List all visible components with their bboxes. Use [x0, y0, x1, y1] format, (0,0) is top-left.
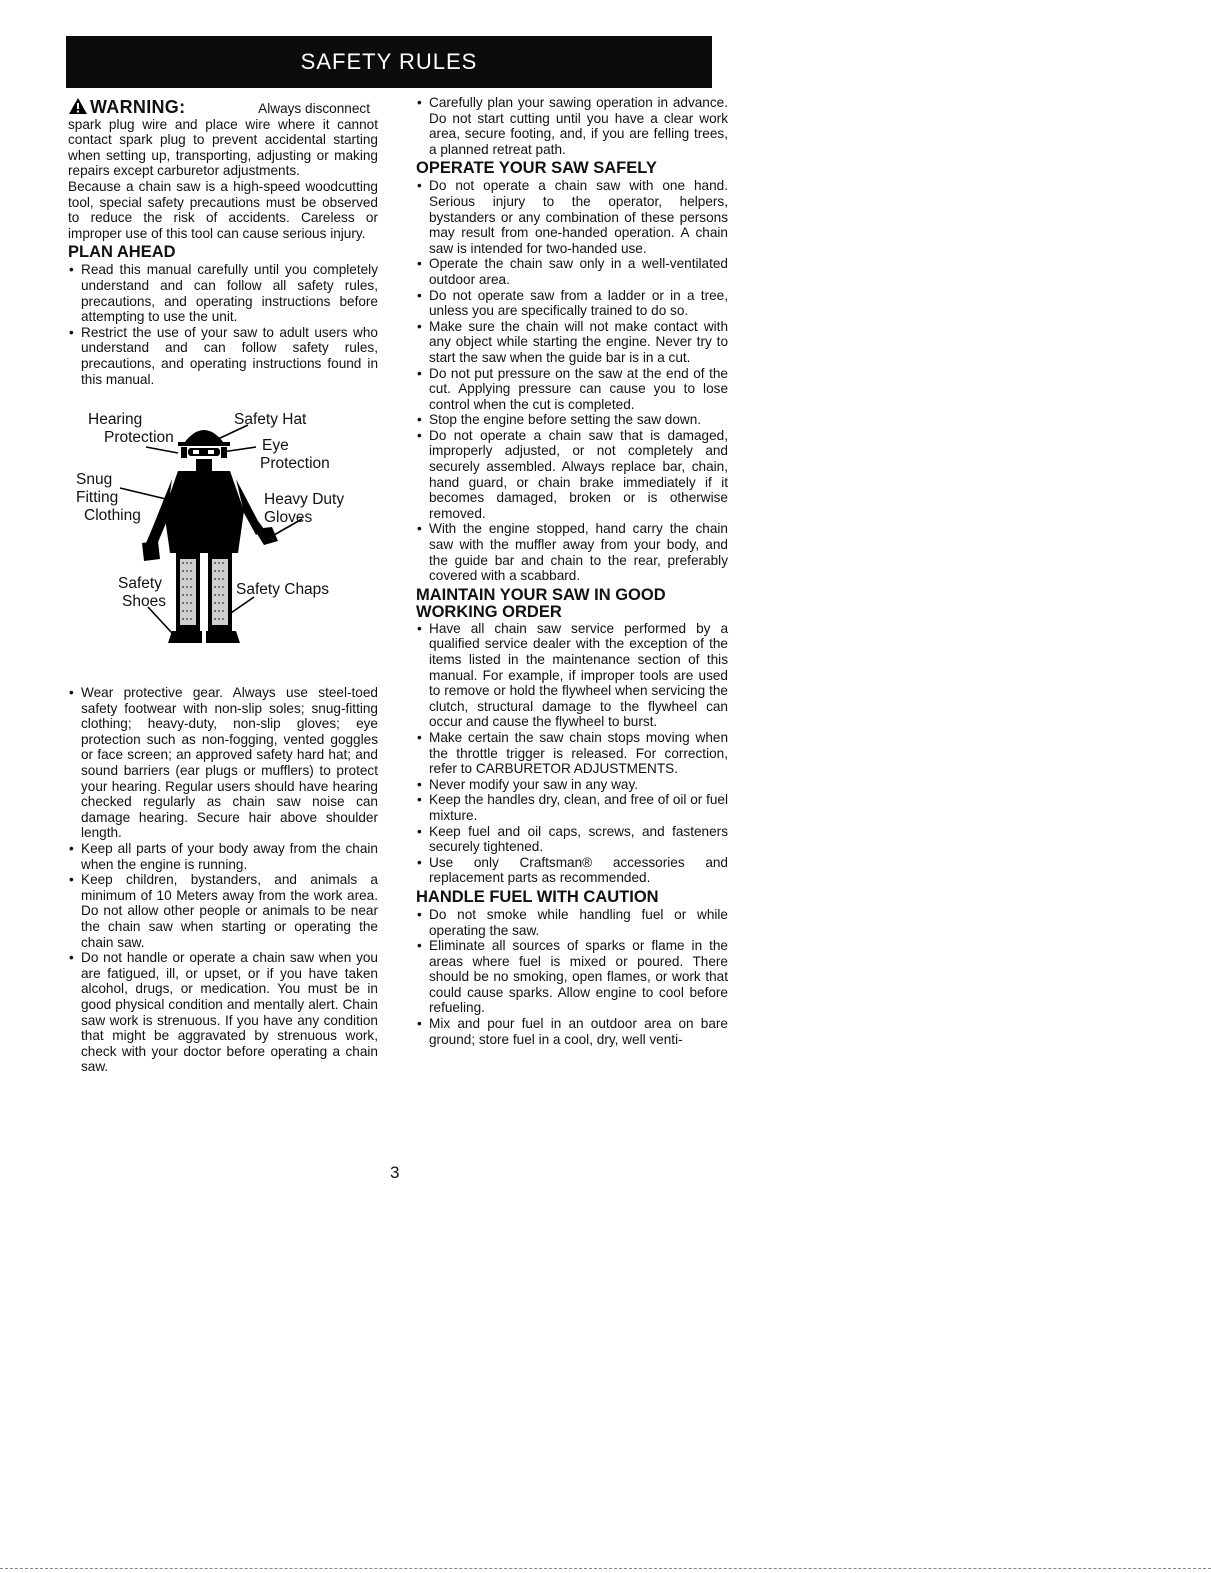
- figure-label-safety-chaps: Safety Chaps: [236, 581, 330, 599]
- figure-label-heavy-duty: Heavy Duty: [264, 491, 345, 509]
- section-banner: [66, 36, 712, 88]
- intro-paragraph: Because a chain saw is a high-speed woodcutting tool, special safety precautions must be observed to reduce the risk of accidents. Careless or improper use of this tool can cause serious injury.: [68, 178, 378, 241]
- list-item: • Do not handle or operate a chain saw when you are fatigued, ill, or upset, or if you have taken alcohol, drugs, or medication. You must be in good physical condition and mentally alert. Chain saw work is strenuous. If you have any condition that might be aggravated by strenuous work, check with your doctor before operating a chain saw.: [68, 950, 378, 1075]
- warning-triangle-icon: [68, 97, 88, 115]
- fuel-list: [416, 907, 728, 1047]
- figure-label-hearing: Hearing: [88, 411, 143, 429]
- list-item: • Carefully plan your sawing operation in advance. Do not start cutting until you have a clear work area, secure footing, and, if you are felling trees, a planned retreat path.: [416, 95, 728, 157]
- list-item: • Keep all parts of your body away from the chain when the engine is running.: [68, 841, 378, 872]
- page-number: 3: [390, 1163, 400, 1182]
- plan-ahead-list: [68, 262, 378, 387]
- list-item: • Do not smoke while handling fuel or while operating the saw.: [416, 907, 728, 938]
- list-item: • Never modify your saw in any way.: [416, 777, 728, 793]
- warning-header: [68, 95, 378, 117]
- list-item: • Keep fuel and oil caps, screws, and fasteners securely tightened.: [416, 824, 728, 855]
- figure-label-protection-right: Protection: [260, 455, 330, 473]
- list-item: • Use only Craftsman® accessories and replacement parts as recommended.: [416, 855, 728, 886]
- list-item: • Do not put pressure on the saw at the end of the cut. Applying pressure can cause you to lose control when the cut is completed.: [416, 366, 728, 413]
- maintain-heading-line1: MAINTAIN YOUR SAW IN GOOD: [416, 585, 666, 604]
- operate-list: [416, 178, 728, 583]
- figure-label-safety: Safety: [118, 575, 162, 593]
- list-item: • Keep children, bystanders, and animals a minimum of 10 Meters away from the work area. Do not allow other people or animals to be near the chain saw when starting or operating the chain saw.: [68, 872, 378, 950]
- left-column: [68, 95, 378, 1075]
- right-column: [416, 95, 728, 1047]
- list-item: • Restrict the use of your saw to adult users who understand and can follow safety rules, precautions, and operating instructions found in this manual.: [68, 325, 378, 387]
- plan-ahead-heading: PLAN AHEAD: [68, 243, 176, 262]
- figure-label-protection-left: Protection: [104, 429, 174, 447]
- list-item: • With the engine stopped, hand carry the chain saw with the muffler away from your body, and the guide bar and chain to the rear, preferably covered with a scabbard.: [416, 521, 728, 583]
- list-item: • Operate the chain saw only in a well-ventilated outdoor area.: [416, 256, 728, 287]
- list-item: • Do not operate a chain saw that is damaged, improperly adjusted, or not completely and securely assembled. Always replace bar, chain, hand guard, or chain brake immediately if it becomes damaged, broken or is otherwise removed.: [416, 428, 728, 522]
- list-item: • Mix and pour fuel in an outdoor area on bare ground; store fuel in a cool, dry, well venti-: [416, 1016, 728, 1047]
- page-edge-divider: [0, 1568, 1211, 1569]
- list-item: • Keep the handles dry, clean, and free of oil or fuel mixture.: [416, 792, 728, 823]
- left-gear-list: [68, 685, 378, 1075]
- list-item: • Stop the engine before setting the saw down.: [416, 412, 728, 428]
- maintain-list: [416, 621, 728, 886]
- warning-label: WARNING:: [90, 97, 186, 117]
- figure-label-eye: Eye: [262, 437, 289, 455]
- list-item: • Read this manual carefully until you completely understand and can follow all safety rules, precautions, and operating instructions before attempting to use the unit.: [68, 262, 378, 324]
- figure-label-clothing: Clothing: [84, 507, 141, 525]
- list-item: • Make certain the saw chain stops moving when the throttle trigger is released. For correction, refer to CARBURETOR ADJUSTMENTS.: [416, 730, 728, 777]
- figure-label-fitting: Fitting: [76, 489, 119, 507]
- list-item: • Do not operate a chain saw with one hand. Serious injury to the operator, helpers, bystanders or any combination of these persons may result from one-handed operation. A chain saw is intended for two-handed use.: [416, 178, 728, 256]
- warning-first-line: Always disconnect: [258, 101, 370, 116]
- maintain-heading: [416, 587, 728, 621]
- list-item: • Do not operate saw from a ladder or in a tree, unless you are specifically trained to do so.: [416, 288, 728, 319]
- maintain-heading-line2: WORKING ORDER: [416, 602, 562, 621]
- operate-heading: OPERATE YOUR SAW SAFELY: [416, 159, 657, 178]
- list-item: • Eliminate all sources of sparks or flame in the areas where fuel is mixed or poured. There should be no smoking, open flames, or work that could cause sparks. Allow engine to cool before refueling.: [416, 938, 728, 1016]
- figure-label-gloves: Gloves: [264, 509, 313, 527]
- warning-text: spark plug wire and place wire where it cannot contact spark plug to prevent accidental starting when setting up, transporting, adjusting or making repairs except carburetor adjustments.: [68, 116, 378, 179]
- list-item: • Have all chain saw service performed by a qualified service dealer with the exception of the items listed in the maintenance section of this manual. For example, if improper tools are used to remove or hold the flywheel when servicing the clutch, structural damage to the flywheel can occur and cause the flywheel to burst.: [416, 621, 728, 730]
- protective-gear-figure: [68, 401, 378, 671]
- figure-label-shoes: Shoes: [122, 593, 166, 611]
- right-top-list: [416, 95, 728, 157]
- page-title: SAFETY RULES: [300, 49, 478, 74]
- list-item: • Wear protective gear. Always use steel-toed safety footwear with non-slip soles; snug-fitting clothing; heavy-duty, non-slip gloves; eye protection such as non-fogging, vented goggles or face screen; an approved safety hard hat; and sound barriers (ear plugs or mufflers) to protect your hearing. Regular users should have hearing checked regularly as chain saw noise can damage hearing. Secure hair above shoulder length.: [68, 685, 378, 841]
- figure-label-snug: Snug: [76, 471, 113, 489]
- fuel-heading: HANDLE FUEL WITH CAUTION: [416, 887, 659, 906]
- list-item: • Make sure the chain will not make contact with any object while starting the engine. Never try to start the saw when the guide bar is in a cut.: [416, 319, 728, 366]
- figure-label-safety-hat: Safety Hat: [234, 411, 307, 429]
